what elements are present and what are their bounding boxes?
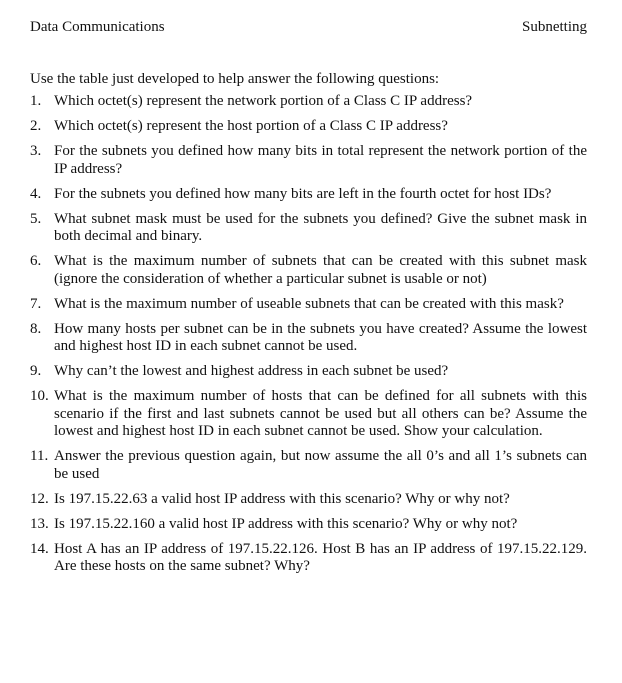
question-text: What is the maximum number of hosts that can be defined for all subnets with this scenario if the first and last subnets cannot be used but all others can be? Assume the lowest and highest host ID in each subnet cannot be used. Show your calculation.: [54, 388, 587, 439]
question-number: 6.: [30, 253, 42, 269]
question-text: For the subnets you defined how many bits are left in the fourth octet for host IDs?: [54, 185, 552, 202]
question-item: [30, 186, 587, 204]
question-number: 13.: [30, 515, 49, 532]
question-number: 8.: [30, 320, 42, 337]
header-course-title: Data Communications: [30, 19, 165, 35]
question-list: [30, 93, 587, 583]
question-item: [30, 118, 587, 136]
question-text: How many hosts per subnet can be in the subnets you have created? Assume the lowest and highest host ID in each subnet cannot be used.: [54, 320, 587, 354]
question-text: Is 197.15.22.160 a valid host IP address with this scenario? Why or why not?: [54, 515, 518, 532]
question-number: 4.: [30, 185, 42, 202]
question-number: 11.: [30, 448, 49, 464]
question-item: [30, 541, 587, 576]
question-item: [30, 253, 587, 288]
question-item: [30, 491, 587, 509]
question-number: 3.: [30, 143, 42, 159]
question-text: Why can’t the lowest and highest address in each subnet be used?: [54, 363, 449, 379]
question-item: [30, 296, 587, 314]
question-text: What is the maximum number of subnets that can be created with this subnet mask (ignore the consideration of whether a particular subnet is usable or not): [54, 253, 587, 287]
question-item: [30, 321, 587, 356]
question-item: [30, 143, 587, 178]
question-item: [30, 516, 587, 534]
question-text: Which octet(s) represent the network portion of a Class C IP address?: [54, 93, 473, 109]
question-item: [30, 211, 587, 246]
question-number: 1.: [30, 93, 42, 109]
question-text: Which octet(s) represent the host portion of a Class C IP address?: [54, 118, 448, 134]
question-number: 7.: [30, 295, 42, 312]
question-item: [30, 93, 587, 111]
question-text: Host A has an IP address of 197.15.22.126. Host B has an IP address of 197.15.22.129. Are these hosts on the same subnet? Why?: [54, 540, 587, 574]
question-number: 9.: [30, 363, 42, 379]
question-text: What is the maximum number of useable subnets that can be created with this mask?: [54, 295, 564, 312]
question-item: [30, 363, 587, 381]
question-number: 14.: [30, 540, 49, 557]
header-topic: Subnetting: [521, 19, 587, 35]
question-text: What subnet mask must be used for the subnets you defined? Give the subnet mask in both decimal and binary.: [54, 210, 587, 244]
question-number: 10.: [30, 388, 49, 404]
question-text: For the subnets you defined how many bits in total represent the network portion of the IP address?: [54, 143, 587, 177]
page-header: [30, 17, 587, 37]
question-text: Answer the previous question again, but now assume the all 0’s and all 1’s subnets can be used: [54, 448, 587, 482]
question-item: [30, 448, 587, 483]
question-number: 12.: [30, 490, 49, 507]
question-item: [30, 388, 587, 441]
intro-text: Use the table just developed to help answer the following questions:: [30, 71, 440, 87]
question-text: Is 197.15.22.63 a valid host IP address with this scenario? Why or why not?: [54, 490, 510, 507]
question-number: 2.: [30, 118, 42, 134]
question-number: 5.: [30, 210, 42, 227]
